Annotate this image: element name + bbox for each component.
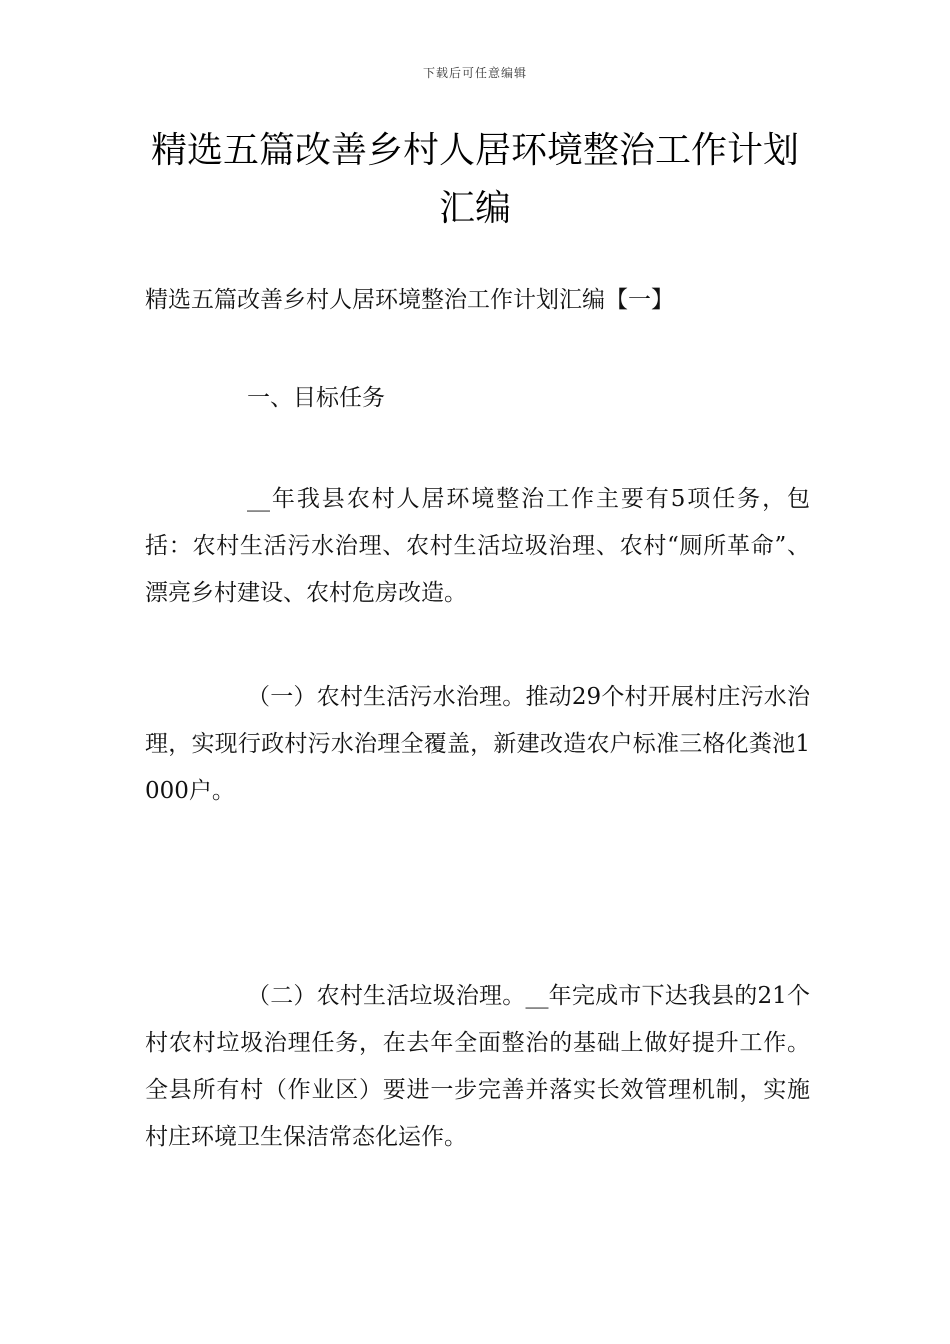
sub-heading-goals: 一、目标任务	[247, 385, 385, 411]
document-title	[130, 122, 820, 238]
paragraph-sewage-treatment: （一）农村生活污水治理。推动29个村开展村庄污水治理，实现行政村污水治理全覆盖，新建改造农户标准三格化粪池1000户。	[145, 684, 810, 804]
header-note: 下载后可任意编辑	[422, 66, 527, 80]
paragraph-garbage-treatment: （二）农村生活垃圾治理。__年完成市下达我县的21个村农村垃圾治理任务，在去年全面整治的基础上做好提升工作。全县所有村（作业区）要进一步完善并落实长效管理机制，实施村庄环境卫生保洁常态化运作。	[145, 983, 810, 1150]
document-title-line-1: 精选五篇改善乡村人居环境整治工作计划	[150, 130, 799, 171]
section-heading: 精选五篇改善乡村人居环境整治工作计划汇编【一】	[145, 287, 674, 313]
paragraph-tasks-overview: __年我县农村人居环境整治工作主要有5项任务，包括：农村生活污水治理、农村生活垃圾治理、农村“厕所革命”、漂亮乡村建设、农村危房改造。	[145, 486, 810, 606]
document-title-line-2: 汇编	[438, 188, 511, 229]
